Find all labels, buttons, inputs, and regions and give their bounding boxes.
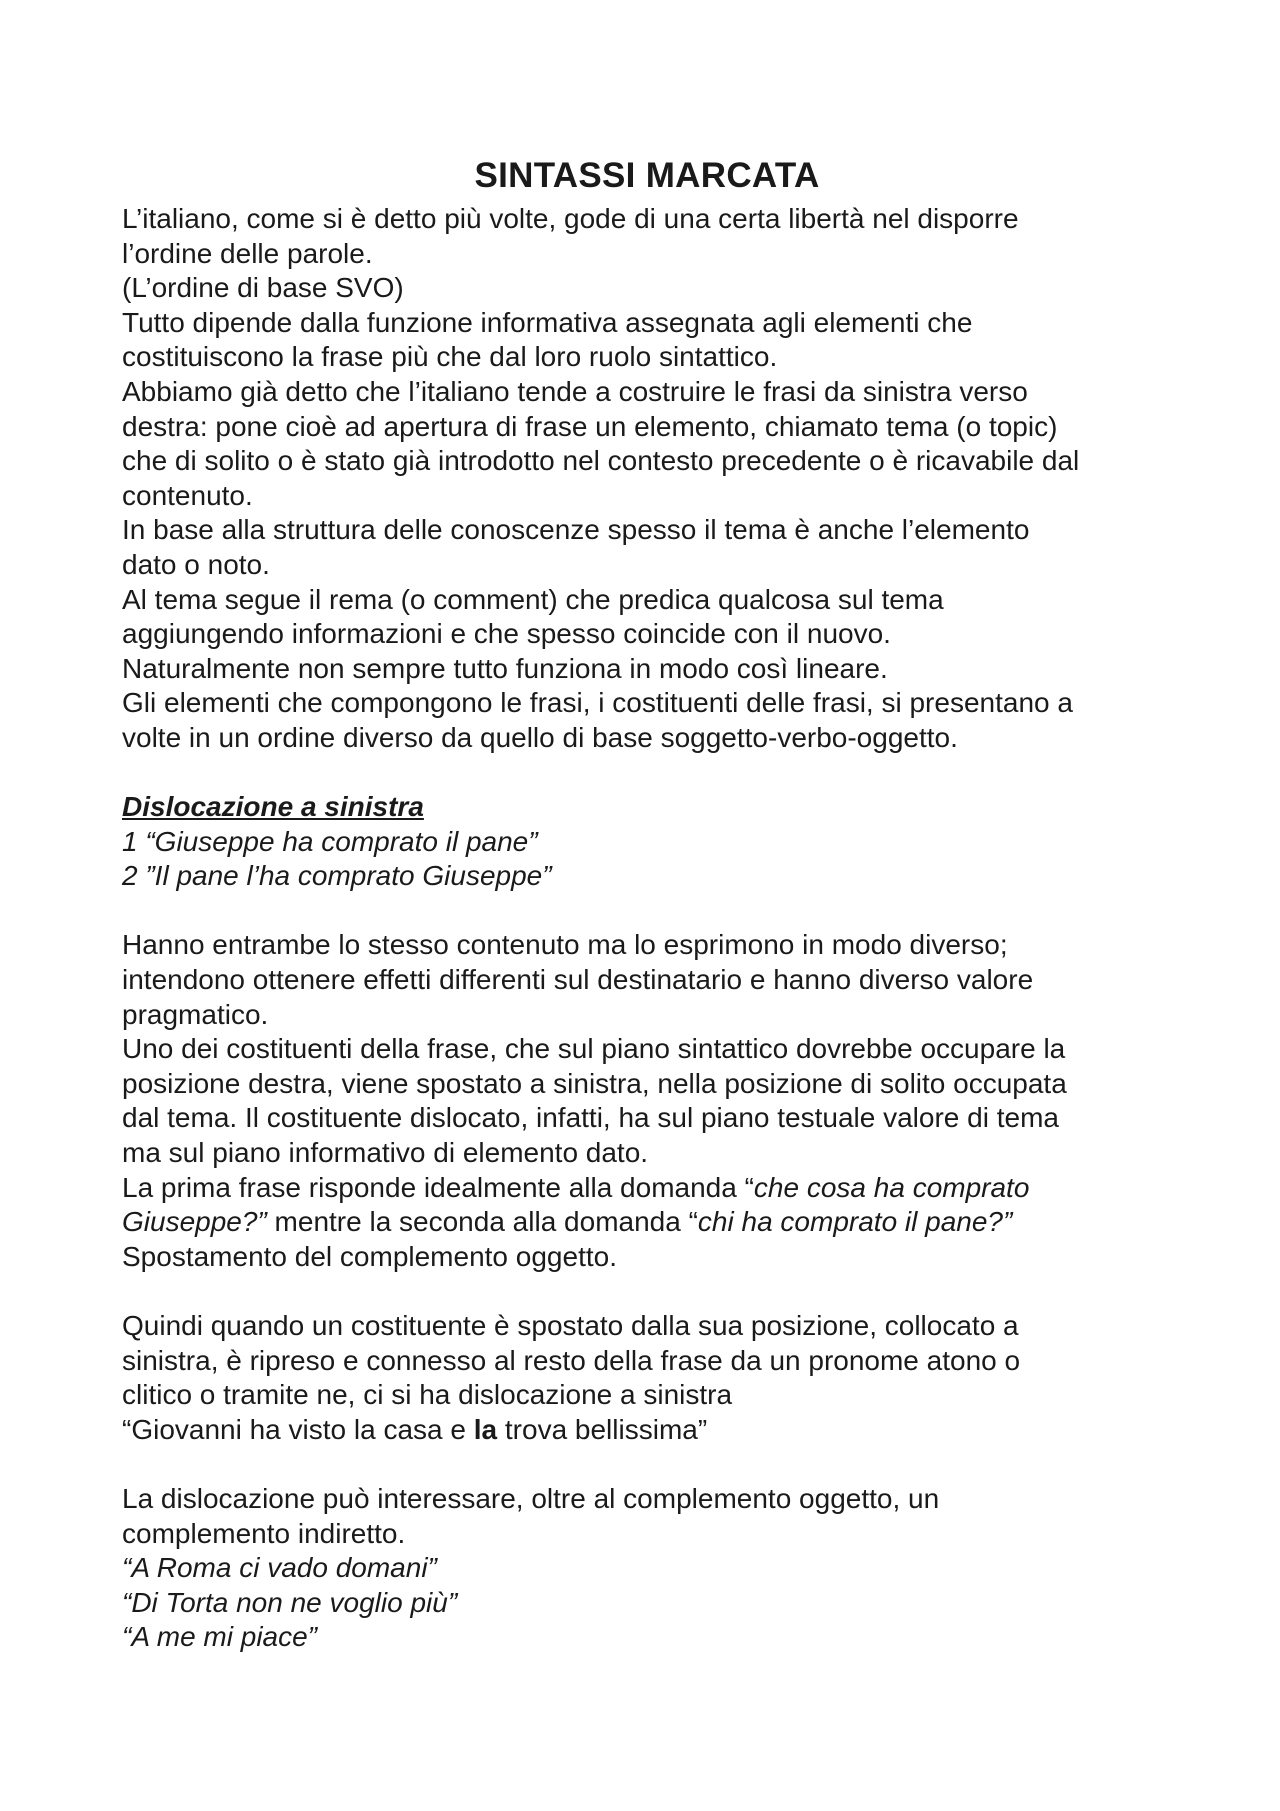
definition-paragraph xyxy=(122,1309,1172,1447)
italic-question: Giuseppe?” xyxy=(122,1206,267,1238)
example-sentence: “A Roma ci vado domani” xyxy=(122,1552,437,1584)
text-line: Al tema segue il rema (o comment) che predica qualcosa sul tema xyxy=(122,583,944,615)
text-line: sinistra, è ripreso e connesso al resto della frase da un pronome atono o xyxy=(122,1344,1021,1376)
text-line: Quindi quando un costituente è spostato dalla sua posizione, collocato a xyxy=(122,1310,1019,1341)
text-line: Uno dei costituenti della frase, che sul piano sintattico dovrebbe occupare la xyxy=(122,1033,1066,1065)
text-line: ma sul piano informativo di elemento dato. xyxy=(122,1137,649,1169)
text-line: complemento indiretto. xyxy=(122,1517,406,1549)
text-line: Abbiamo già detto che l’italiano tende a costruire le frasi da sinistra verso xyxy=(122,375,1028,407)
text-line: destra: pone cioè ad apertura di frase un elemento, chiamato tema (o topic) xyxy=(122,410,1058,442)
text-line: Gli elementi che compongono le frasi, i costituenti delle frasi, si presentano a xyxy=(122,687,1073,719)
text-line: (L’ordine di base SVO) xyxy=(122,272,404,304)
text-line: aggiungendo informazioni e che spesso coincide con il nuovo. xyxy=(122,618,891,650)
text-line: posizione destra, viene spostato a sinistra, nella posizione di solito occupata xyxy=(122,1067,1067,1099)
intro-paragraph xyxy=(122,202,1172,756)
blank-line xyxy=(122,1274,1172,1309)
section-dislocazione xyxy=(122,790,1172,894)
example-sentence: “Di Torta non ne voglio più” xyxy=(122,1586,458,1618)
text-line: La dislocazione può interessare, oltre al complemento oggetto, un xyxy=(122,1482,940,1514)
text-line: l’ordine delle parole. xyxy=(122,237,373,269)
blank-line xyxy=(122,1447,1172,1482)
example-sentence: “A me mi piace” xyxy=(122,1621,318,1653)
text-line: costituiscono la frase più che dal loro ruolo sintattico. xyxy=(122,341,778,373)
italic-question: chi ha comprato il pane?” xyxy=(697,1206,1013,1238)
blank-line xyxy=(122,756,1172,791)
section-heading-line xyxy=(122,790,1172,825)
text-line: L’italiano, come si è detto più volte, gode di una certa libertà nel disporre xyxy=(122,203,1019,234)
text-span: “Giovanni ha visto la casa e xyxy=(122,1413,474,1445)
text-line: intendono ottenere effetti differenti sul destinatario e hanno diverso valore xyxy=(122,964,1034,996)
text-line: In base alla struttura delle conoscenze spesso il tema è anche l’elemento xyxy=(122,514,1030,546)
text-span: mentre la seconda alla domanda “ xyxy=(266,1206,698,1238)
text-span: trova bellissima” xyxy=(497,1413,708,1445)
text-line: clitico o tramite ne, ci si ha dislocazione a sinistra xyxy=(122,1379,733,1411)
text-line: Naturalmente non sempre tutto funziona in modo così lineare. xyxy=(122,652,888,684)
indirect-paragraph xyxy=(122,1482,1172,1655)
text-line: contenuto. xyxy=(122,479,253,511)
text-line: Hanno entrambe lo stesso contenuto ma lo esprimono in modo diverso; xyxy=(122,929,1008,961)
example-sentence-1: 1 “Giuseppe ha comprato il pane” xyxy=(122,825,538,857)
section-heading: Dislocazione a sinistra xyxy=(122,791,424,823)
text-line xyxy=(122,1171,1172,1206)
document-page xyxy=(122,152,1172,1655)
text-line: pragmatico. xyxy=(122,998,269,1030)
italic-question: che cosa ha comprato xyxy=(753,1171,1030,1203)
explanation-paragraph xyxy=(122,928,1172,1274)
text-line: che di solito o è stato già introdotto nel contesto precedente o è ricavabile dal xyxy=(122,445,1080,477)
example-sentence-2: 2 ”Il pane l’ha comprato Giuseppe” xyxy=(122,860,552,892)
text-line: Tutto dipende dalla funzione informativa assegnata agli elementi che xyxy=(122,306,973,338)
bold-clitic: la xyxy=(473,1413,498,1445)
example-sentence xyxy=(122,1413,1172,1448)
document-title: SINTASSI MARCATA xyxy=(474,156,820,195)
blank-line xyxy=(122,894,1172,929)
text-span: La prima frase risponde idealmente alla domanda “ xyxy=(122,1171,754,1203)
text-line: volte in un ordine diverso da quello di base soggetto-verbo-oggetto. xyxy=(122,721,958,753)
text-line: dato o noto. xyxy=(122,548,270,580)
text-line: Spostamento del complemento oggetto. xyxy=(122,1240,617,1272)
text-line: dal tema. Il costituente dislocato, infatti, ha sul piano testuale valore di tema xyxy=(122,1102,1059,1134)
text-line xyxy=(122,1205,1172,1240)
